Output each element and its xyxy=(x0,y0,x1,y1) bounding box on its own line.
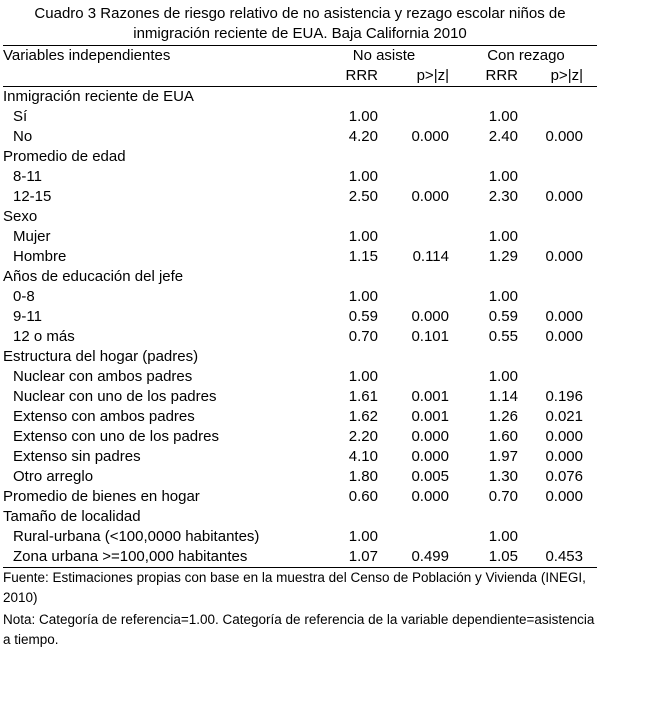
table-row xyxy=(3,527,597,547)
cell-pz-no-asiste xyxy=(384,87,455,108)
reference-note: Nota: Categoría de referencia=1.00. Categoría de referencia de la variable dependiente=asistencia a tiempo. xyxy=(3,612,595,647)
table-row xyxy=(3,547,597,568)
cell-rrr-no-asiste: 1.00 xyxy=(348,368,378,385)
row-label: Extenso con ambos padres xyxy=(13,408,195,425)
cell-rrr-no-asiste: 1.62 xyxy=(348,408,378,425)
cell-rrr-con-rezago: 1.29 xyxy=(488,248,518,265)
cell-pz-con-rezago xyxy=(526,347,597,367)
table-title-line-2: inmigración reciente de EUA. Baja California 2010 xyxy=(133,25,467,42)
cell-rrr-con-rezago: 1.00 xyxy=(488,168,518,185)
cell-pz-con-rezago xyxy=(526,167,597,187)
row-label: 9-11 xyxy=(13,308,42,325)
cell-pz-no-asiste: 0.000 xyxy=(411,188,449,205)
cell-rrr-no-asiste xyxy=(313,87,384,108)
cell-rrr-no-asiste: 1.61 xyxy=(348,388,378,405)
cell-pz-no-asiste: 0.000 xyxy=(411,308,449,325)
cell-pz-con-rezago: 0.000 xyxy=(545,328,583,345)
cell-rrr-con-rezago xyxy=(455,507,526,527)
row-label: Mujer xyxy=(13,228,51,245)
cell-rrr-no-asiste xyxy=(313,267,384,287)
source-note: Fuente: Estimaciones propias con base en la muestra del Censo de Población y Vivienda (INEGI, 2010) xyxy=(3,570,586,605)
cell-pz-con-rezago xyxy=(526,207,597,227)
cell-pz-no-asiste xyxy=(384,107,455,127)
cell-rrr-no-asiste xyxy=(313,207,384,227)
row-label: 0-8 xyxy=(13,288,35,305)
table-row-category xyxy=(3,507,597,527)
cell-pz-con-rezago xyxy=(526,87,597,108)
cell-pz-con-rezago: 0.000 xyxy=(545,188,583,205)
cell-pz-no-asiste: 0.499 xyxy=(384,547,455,568)
cell-rrr-no-asiste: 0.70 xyxy=(348,328,378,345)
cell-rrr-con-rezago: 1.00 xyxy=(488,108,518,125)
cell-pz-con-rezago: 0.000 xyxy=(545,488,583,505)
row-label: Promedio de edad xyxy=(3,148,126,165)
risk-ratio-table xyxy=(3,45,597,568)
cell-pz-no-asiste: 0.001 xyxy=(411,388,449,405)
cell-rrr-no-asiste xyxy=(313,147,384,167)
cell-rrr-con-rezago: 1.14 xyxy=(488,388,518,405)
cell-rrr-no-asiste: 0.59 xyxy=(348,308,378,325)
table-row xyxy=(3,327,597,347)
table-row xyxy=(3,107,597,127)
group-header-no-asiste: No asiste xyxy=(313,46,455,67)
cell-rrr-con-rezago xyxy=(455,267,526,287)
table-row-category xyxy=(3,147,597,167)
cell-rrr-no-asiste: 1.00 xyxy=(348,228,378,245)
cell-pz-no-asiste: 0.114 xyxy=(412,248,449,265)
table-row xyxy=(3,127,597,147)
table-row-category xyxy=(3,487,597,507)
row-label: 8-11 xyxy=(13,168,42,185)
cell-pz-no-asiste: 0.005 xyxy=(411,468,449,485)
row-label: Extenso con uno de los padres xyxy=(13,428,219,445)
cell-pz-no-asiste xyxy=(384,227,455,247)
cell-rrr-con-rezago: 1.05 xyxy=(455,547,526,568)
table-row xyxy=(3,187,597,207)
cell-pz-no-asiste: 0.000 xyxy=(411,448,449,465)
header-blank-cell xyxy=(3,66,313,87)
table-row xyxy=(3,447,597,467)
cell-pz-con-rezago: 0.453 xyxy=(526,547,597,568)
cell-pz-con-rezago: 0.000 xyxy=(545,448,583,465)
cell-rrr-no-asiste xyxy=(313,507,384,527)
cell-pz-no-asiste xyxy=(384,147,455,167)
cell-pz-con-rezago xyxy=(526,287,597,307)
table-row xyxy=(3,367,597,387)
cell-rrr-no-asiste: 1.15 xyxy=(348,248,378,265)
row-label: Años de educación del jefe xyxy=(3,268,184,285)
table-row xyxy=(3,407,597,427)
table-title-line-1: Cuadro 3 Razones de riesgo relativo de no asistencia y rezago escolar niños de xyxy=(34,5,566,22)
table-row xyxy=(3,387,597,407)
results-table-figure xyxy=(3,4,597,650)
header-rrr-con-rezago: RRR xyxy=(455,66,526,87)
row-label: Tamaño de localidad xyxy=(3,508,141,525)
cell-rrr-con-rezago: 2.40 xyxy=(488,128,518,145)
cell-pz-con-rezago xyxy=(526,147,597,167)
cell-rrr-con-rezago xyxy=(455,207,526,227)
table-row xyxy=(3,427,597,447)
cell-rrr-con-rezago: 1.00 xyxy=(488,368,518,385)
cell-pz-con-rezago: 0.000 xyxy=(545,428,583,445)
cell-rrr-con-rezago: 1.00 xyxy=(488,288,518,305)
cell-pz-no-asiste: 0.000 xyxy=(411,488,449,505)
cell-rrr-con-rezago: 1.26 xyxy=(488,408,518,425)
cell-rrr-con-rezago: 1.00 xyxy=(488,228,518,245)
row-label: 12-15 xyxy=(13,188,52,205)
table-row xyxy=(3,247,597,267)
row-label: Extenso sin padres xyxy=(13,448,141,465)
cell-rrr-no-asiste: 2.20 xyxy=(348,428,378,445)
header-rrr-no-asiste: RRR xyxy=(313,66,384,87)
table-body xyxy=(3,87,597,568)
table-row-category xyxy=(3,87,597,108)
cell-rrr-no-asiste: 1.00 xyxy=(348,108,378,125)
row-label: Sexo xyxy=(3,208,38,225)
row-label: No xyxy=(13,128,33,145)
cell-rrr-con-rezago: 0.70 xyxy=(488,488,518,505)
cell-pz-no-asiste: 0.001 xyxy=(411,408,449,425)
row-label: Rural-urbana (<100,0000 habitantes) xyxy=(13,528,260,545)
cell-pz-con-rezago xyxy=(526,107,597,127)
cell-pz-no-asiste xyxy=(384,267,455,287)
cell-rrr-con-rezago: 1.30 xyxy=(488,468,518,485)
cell-pz-con-rezago: 0.196 xyxy=(545,388,583,405)
cell-pz-con-rezago xyxy=(526,527,597,547)
cell-rrr-con-rezago: 0.55 xyxy=(488,328,518,345)
cell-pz-con-rezago xyxy=(526,267,597,287)
cell-pz-no-asiste: 0.000 xyxy=(411,428,449,445)
table-row xyxy=(3,287,597,307)
header-pz-con-rezago: p>|z| xyxy=(526,66,597,87)
cell-pz-no-asiste xyxy=(384,507,455,527)
table-row xyxy=(3,167,597,187)
cell-rrr-con-rezago: 0.59 xyxy=(488,308,518,325)
cell-rrr-no-asiste: 4.10 xyxy=(348,448,378,465)
cell-rrr-no-asiste: 1.00 xyxy=(348,168,378,185)
cell-pz-con-rezago: 0.076 xyxy=(545,468,583,485)
row-label: Zona urbana >=100,000 habitantes xyxy=(3,547,313,568)
header-row-stats xyxy=(3,66,597,87)
cell-pz-no-asiste xyxy=(384,287,455,307)
variables-header: Variables independientes xyxy=(3,46,313,67)
group-header-con-rezago: Con rezago xyxy=(455,46,597,67)
cell-pz-con-rezago xyxy=(526,367,597,387)
cell-rrr-no-asiste: 1.07 xyxy=(313,547,384,568)
table-row-category xyxy=(3,207,597,227)
row-label: 12 o más xyxy=(13,328,75,345)
cell-rrr-con-rezago xyxy=(455,87,526,108)
cell-pz-no-asiste xyxy=(384,347,455,367)
cell-pz-con-rezago: 0.000 xyxy=(545,308,583,325)
cell-pz-no-asiste xyxy=(384,367,455,387)
cell-pz-con-rezago: 0.000 xyxy=(545,128,583,145)
header-pz-no-asiste: p>|z| xyxy=(384,66,455,87)
table-row-category xyxy=(3,267,597,287)
cell-pz-no-asiste: 0.101 xyxy=(411,328,449,345)
cell-rrr-no-asiste: 1.00 xyxy=(348,288,378,305)
table-row xyxy=(3,307,597,327)
table-row-category xyxy=(3,347,597,367)
cell-rrr-no-asiste: 1.00 xyxy=(348,528,378,545)
cell-rrr-no-asiste: 4.20 xyxy=(348,128,378,145)
row-label: Promedio de bienes en hogar xyxy=(3,488,200,505)
cell-pz-no-asiste: 0.000 xyxy=(411,128,449,145)
cell-pz-con-rezago xyxy=(526,227,597,247)
cell-rrr-no-asiste: 0.60 xyxy=(348,488,378,505)
cell-rrr-no-asiste: 1.80 xyxy=(348,468,378,485)
table-title xyxy=(3,4,597,45)
cell-rrr-no-asiste xyxy=(313,347,384,367)
cell-pz-no-asiste xyxy=(384,527,455,547)
cell-pz-no-asiste xyxy=(384,167,455,187)
row-label: Sí xyxy=(13,108,28,125)
cell-rrr-con-rezago xyxy=(455,347,526,367)
row-label: Nuclear con uno de los padres xyxy=(13,388,217,405)
row-label: Inmigración reciente de EUA xyxy=(3,88,194,105)
cell-pz-con-rezago: 0.021 xyxy=(545,408,583,425)
table-row xyxy=(3,467,597,487)
cell-pz-con-rezago xyxy=(526,507,597,527)
row-label: Estructura del hogar (padres) xyxy=(3,348,199,365)
cell-rrr-con-rezago: 1.97 xyxy=(488,448,518,465)
cell-rrr-con-rezago: 2.30 xyxy=(488,188,518,205)
table-row xyxy=(3,227,597,247)
header-row-groups xyxy=(3,46,597,67)
cell-pz-no-asiste xyxy=(384,207,455,227)
cell-rrr-con-rezago: 1.00 xyxy=(488,528,518,545)
cell-rrr-con-rezago xyxy=(455,147,526,167)
cell-rrr-con-rezago: 1.60 xyxy=(488,428,518,445)
row-label: Otro arreglo xyxy=(13,468,94,485)
table-notes xyxy=(3,568,597,650)
row-label: Hombre xyxy=(13,248,67,265)
row-label: Nuclear con ambos padres xyxy=(13,368,193,385)
cell-rrr-no-asiste: 2.50 xyxy=(348,188,378,205)
cell-pz-con-rezago: 0.000 xyxy=(545,248,583,265)
table-header xyxy=(3,46,597,87)
